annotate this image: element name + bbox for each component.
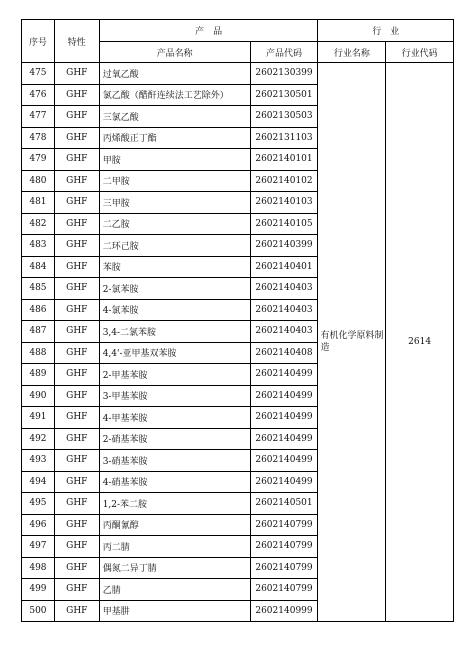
row-product-name: 3-甲基苯胺	[99, 385, 250, 407]
row-product-code: 2602140499	[250, 364, 318, 386]
row-product-name: 氯乙酸（醋酐连续法工艺除外）	[99, 84, 250, 106]
header-product-group: 产 品	[99, 20, 318, 42]
row-attr: GHF	[54, 557, 99, 579]
row-seq: 483	[22, 235, 55, 257]
row-seq: 481	[22, 192, 55, 214]
row-attr: GHF	[54, 471, 99, 493]
row-product-name: 二甲胺	[99, 170, 250, 192]
row-product-name: 过氧乙酸	[99, 63, 250, 85]
row-product-code: 2602140499	[250, 471, 318, 493]
row-attr: GHF	[54, 600, 99, 622]
row-product-name: 甲胺	[99, 149, 250, 171]
row-product-name: 3,4-二氯苯胺	[99, 321, 250, 343]
row-attr: GHF	[54, 106, 99, 128]
row-product-name: 偶氮二异丁腈	[99, 557, 250, 579]
row-attr: GHF	[54, 278, 99, 300]
industry-name-cell: 有机化学原料制造	[318, 63, 386, 622]
row-product-code: 2602140103	[250, 192, 318, 214]
row-product-code: 2602131103	[250, 127, 318, 149]
row-product-code: 2602140105	[250, 213, 318, 235]
row-attr: GHF	[54, 127, 99, 149]
row-product-name: 甲基肼	[99, 600, 250, 622]
row-product-code: 2602140799	[250, 514, 318, 536]
header-attr: 特性	[54, 20, 99, 63]
row-seq: 491	[22, 407, 55, 429]
header-row-top	[22, 20, 454, 42]
row-attr: GHF	[54, 428, 99, 450]
row-seq: 487	[22, 321, 55, 343]
row-product-name: 丙烯酸正丁酯	[99, 127, 250, 149]
header-industry-name: 行业名称	[318, 42, 386, 63]
row-product-code: 2602140101	[250, 149, 318, 171]
row-product-name: 苯胺	[99, 256, 250, 278]
row-product-name: 乙腈	[99, 579, 250, 601]
row-product-code: 2602140999	[250, 600, 318, 622]
row-attr: GHF	[54, 299, 99, 321]
row-product-name: 二乙胺	[99, 213, 250, 235]
row-attr: GHF	[54, 256, 99, 278]
row-product-name: 4-甲基苯胺	[99, 407, 250, 429]
row-seq: 485	[22, 278, 55, 300]
row-product-name: 丙酮氰醇	[99, 514, 250, 536]
row-attr: GHF	[54, 235, 99, 257]
row-product-code: 2602140799	[250, 579, 318, 601]
row-product-code: 2602140399	[250, 235, 318, 257]
row-attr: GHF	[54, 364, 99, 386]
row-seq: 478	[22, 127, 55, 149]
row-product-code: 2602140499	[250, 407, 318, 429]
row-product-code: 2602140102	[250, 170, 318, 192]
row-seq: 493	[22, 450, 55, 472]
row-seq: 498	[22, 557, 55, 579]
row-attr: GHF	[54, 84, 99, 106]
row-product-code: 2602140499	[250, 450, 318, 472]
row-attr: GHF	[54, 450, 99, 472]
row-product-name: 丙二腈	[99, 536, 250, 558]
row-seq: 497	[22, 536, 55, 558]
row-attr: GHF	[54, 213, 99, 235]
row-seq: 495	[22, 493, 55, 515]
row-seq: 486	[22, 299, 55, 321]
row-seq: 476	[22, 84, 55, 106]
header-industry-group: 行 业	[318, 20, 454, 42]
row-product-name: 三氯乙酸	[99, 106, 250, 128]
row-seq: 484	[22, 256, 55, 278]
row-attr: GHF	[54, 514, 99, 536]
row-seq: 479	[22, 149, 55, 171]
row-product-name: 3-硝基苯胺	[99, 450, 250, 472]
row-seq: 494	[22, 471, 55, 493]
header-product-code: 产品代码	[250, 42, 318, 63]
row-attr: GHF	[54, 192, 99, 214]
product-industry-table	[21, 19, 454, 622]
row-seq: 477	[22, 106, 55, 128]
row-product-code: 2602140501	[250, 493, 318, 515]
header-industry-code: 行业代码	[386, 42, 454, 63]
row-product-code: 2602140799	[250, 536, 318, 558]
row-product-code: 2602130399	[250, 63, 318, 85]
row-attr: GHF	[54, 385, 99, 407]
row-attr: GHF	[54, 493, 99, 515]
row-product-code: 2602140499	[250, 385, 318, 407]
row-attr: GHF	[54, 407, 99, 429]
row-product-code: 2602130503	[250, 106, 318, 128]
row-product-code: 2602140799	[250, 557, 318, 579]
row-product-name: 4-氯苯胺	[99, 299, 250, 321]
header-seq: 序号	[22, 20, 55, 63]
row-product-code: 2602140403	[250, 299, 318, 321]
row-attr: GHF	[54, 342, 99, 364]
row-attr: GHF	[54, 321, 99, 343]
industry-code-cell: 2614	[386, 63, 454, 622]
table-row	[22, 63, 454, 85]
row-seq: 480	[22, 170, 55, 192]
row-product-name: 4-硝基苯胺	[99, 471, 250, 493]
header-product-name: 产品名称	[99, 42, 250, 63]
table-body	[22, 63, 454, 622]
row-seq: 488	[22, 342, 55, 364]
row-seq: 496	[22, 514, 55, 536]
row-product-name: 4,4'-亚甲基双苯胺	[99, 342, 250, 364]
row-product-code: 2602140401	[250, 256, 318, 278]
row-seq: 489	[22, 364, 55, 386]
row-seq: 500	[22, 600, 55, 622]
row-product-name: 2-硝基苯胺	[99, 428, 250, 450]
row-seq: 499	[22, 579, 55, 601]
row-seq: 492	[22, 428, 55, 450]
row-attr: GHF	[54, 63, 99, 85]
row-attr: GHF	[54, 170, 99, 192]
row-product-name: 2-氯苯胺	[99, 278, 250, 300]
row-product-code: 2602140499	[250, 428, 318, 450]
row-product-code: 2602140403	[250, 278, 318, 300]
row-product-name: 1,2-苯二胺	[99, 493, 250, 515]
row-product-code: 2602140403	[250, 321, 318, 343]
row-product-code: 2602140408	[250, 342, 318, 364]
row-attr: GHF	[54, 536, 99, 558]
row-product-code: 2602130501	[250, 84, 318, 106]
row-seq: 482	[22, 213, 55, 235]
row-attr: GHF	[54, 579, 99, 601]
row-product-name: 三甲胺	[99, 192, 250, 214]
row-product-name: 2-甲基苯胺	[99, 364, 250, 386]
row-seq: 490	[22, 385, 55, 407]
row-product-name: 二环己胺	[99, 235, 250, 257]
row-attr: GHF	[54, 149, 99, 171]
row-seq: 475	[22, 63, 55, 85]
